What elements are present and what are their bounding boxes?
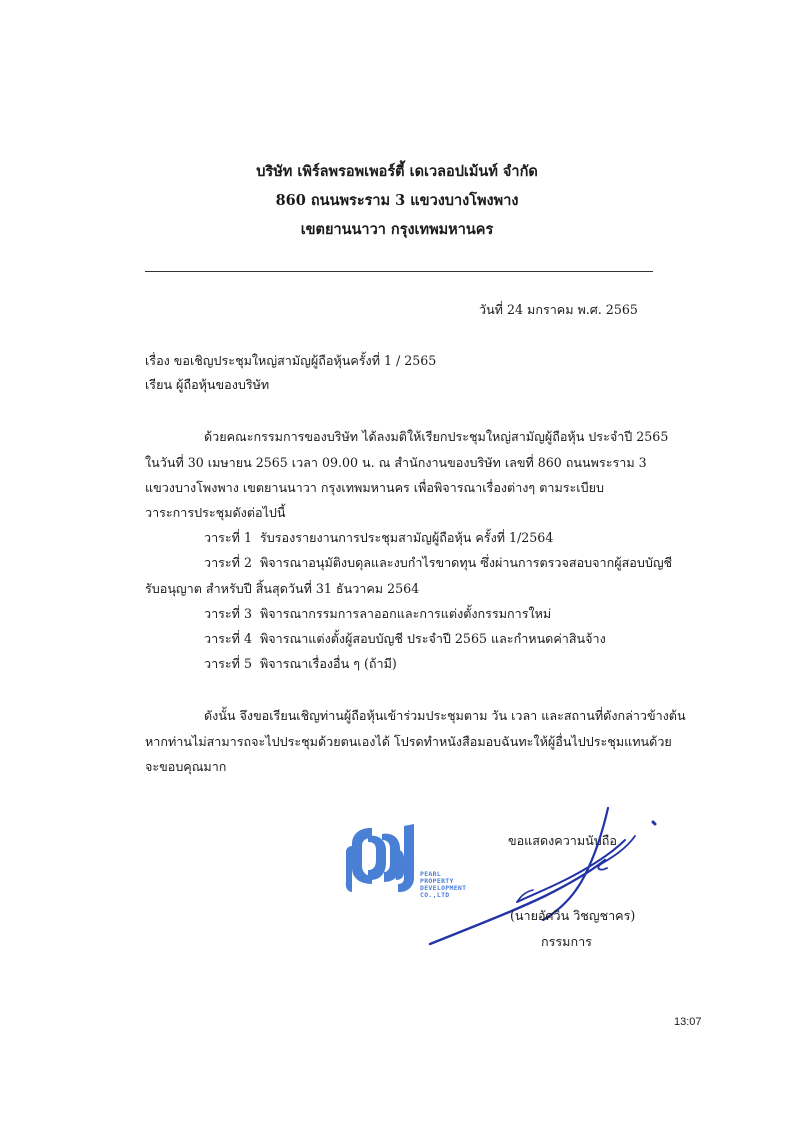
closing-line-3: จะขอบคุณมาก [145,759,227,774]
signatory-title: กรรมการ [541,934,592,949]
agenda-item-4-text: พิจารณาแต่งตั้งผู้สอบบัญชี ประจำปี 2565 และกำหนดค่าสินจ้าง [260,631,606,646]
intro-line-2: ในวันที่ 30 เมษายน 2565 เวลา 09.00 น. ณ สำนักงานของบริษัท เลขที่ 860 ถนนพระราม 3 [145,455,647,470]
agenda-item-2-text: พิจารณาอนุมัติงบดุลและงบกำไรขาดทุน ซึ่งผ่านการตรวจสอบจากผู้สอบบัญชี [260,555,673,570]
date-line: วันที่ 24 มกราคม พ.ศ. 2565 [479,302,638,317]
agenda-item-2-continuation: รับอนุญาต สำหรับปี สิ้นสุดวันที่ 31 ธันวาคม 2564 [145,581,420,596]
company-name: บริษัท เพิร์ลพรอพเพอร์ตี้ เดเวลอปเม้นท์ จำกัด [256,163,538,180]
footer-timestamp: 13:07 [674,1016,702,1028]
closing-line-1: ดังนั้น จึงขอเรียนเชิญท่านผู้ถือหุ้นเข้าร่วมประชุมตาม วัน เวลา และสถานที่ดังกล่าวข้างต้น [204,708,686,723]
agenda-item-1-text: รับรองรายงานการประชุมสามัญผู้ถือหุ้น ครั้งที่ 1/2564 [260,530,554,545]
signature-stroke-icon [425,800,665,950]
subject-line: เรื่อง ขอเชิญประชุมใหญ่สามัญผู้ถือหุ้นครั้งที่ 1 / 2565 [145,353,437,368]
agenda-item-2-label: วาระที่ 2 [204,555,252,570]
agenda-item-5-text: พิจารณาเรื่องอื่น ๆ (ถ้ามี) [260,656,397,671]
closing-line-2: หากท่านไม่สามารถจะไปประชุมด้วยตนเองได้ โปรดทำหนังสือมอบฉันทะให้ผู้อื่นไปประชุมแทนด้วย [145,734,672,749]
agenda-item-4-label: วาระที่ 4 [204,631,252,646]
agenda-item-3-label: วาระที่ 3 [204,606,252,621]
seal-text-line-1: PEARL [420,870,442,878]
recipient-line: เรียน ผู้ถือหุ้นของบริษัท [145,377,270,392]
agenda-item-5-label: วาระที่ 5 [204,656,252,671]
signatory-name: (นายอัศวิน วิชญชาคร) [510,908,636,923]
seal-text-line-4: CO.,LTD [420,891,450,899]
seal-text-line-2: PROPERTY [420,877,454,885]
agenda-item-3-text: พิจารณากรรมการลาออกและการแต่งตั้งกรรมการใหม่ [260,606,552,621]
header-divider [145,271,653,272]
intro-line-1: ด้วยคณะกรรมการของบริษัท ได้ลงมติให้เรียกประชุมใหญ่สามัญผู้ถือหุ้น ประจำปี 2565 [204,429,669,444]
agenda-item-1-label: วาระที่ 1 [204,530,252,545]
handwritten-signature [425,800,665,950]
intro-line-3: แขวงบางโพงพาง เขตยานนาวา กรุงเทพมหานคร เพื่อพิจารณาเรื่องต่างๆ ตามระเบียบ [145,480,604,495]
company-address-line1: 860 ถนนพระราม 3 แขวงบางโพงพาง [275,192,519,209]
seal-text-line-3: DEVELOPMENT [420,884,467,892]
closing-regards: ขอแสดงความนับถือ [508,833,617,848]
company-address-line2: เขตยานนาวา กรุงเทพมหานคร [300,221,494,238]
intro-line-4: วาระการประชุมดังต่อไปนี้ [145,505,286,520]
